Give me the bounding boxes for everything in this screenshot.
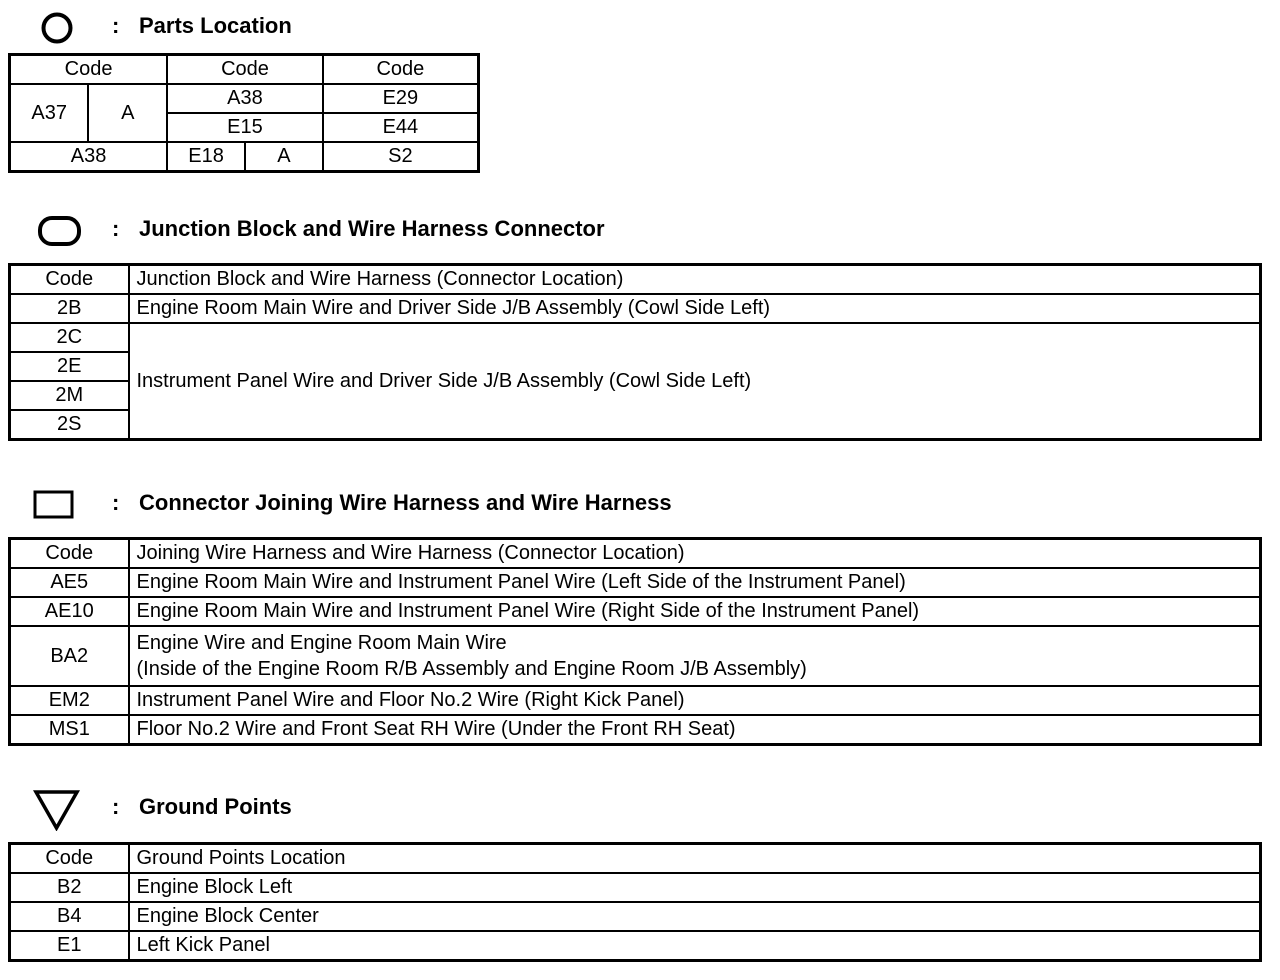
code-cell: EM2 [10,686,129,715]
code-cell: 2M [10,381,129,410]
table-row [10,931,1261,961]
header-cell: Junction Block and Wire Harness (Connector Location) [129,265,1261,295]
code-cell: E44 [323,113,479,142]
parts-location-table [8,53,480,173]
code-cell: E15 [167,113,323,142]
header-cell: Joining Wire Harness and Wire Harness (Connector Location) [129,539,1261,569]
circle-icon [40,11,74,45]
location-cell: Left Kick Panel [129,931,1261,961]
code-cell: 2S [10,410,129,440]
table-row [10,715,1261,745]
table-header-row [10,265,1261,295]
ground-points-table [8,842,1262,962]
code-cell: A [88,84,167,142]
header-cell: Code [323,55,479,85]
junction-block-heading [0,211,1280,251]
rounded-rectangle-icon [37,215,83,247]
code-cell: S2 [323,142,479,172]
code-cell: E1 [10,931,129,961]
code-cell: 2B [10,294,129,323]
code-cell: 2E [10,352,129,381]
header-cell: Ground Points Location [129,844,1261,874]
code-cell: B4 [10,902,129,931]
location-cell: Instrument Panel Wire and Floor No.2 Wire (Right Kick Panel) [129,686,1261,715]
parts-location-heading [0,8,1280,48]
code-cell: A [245,142,323,172]
header-cell: Code [10,844,129,874]
location-cell: Engine Room Main Wire and Driver Side J/B Assembly (Cowl Side Left) [129,294,1261,323]
table-row [10,626,1261,686]
table-row [10,902,1261,931]
table-header-row [10,539,1261,569]
triangle-down-icon [33,789,81,831]
code-cell: MS1 [10,715,129,745]
location-cell: Engine Room Main Wire and Instrument Panel Wire (Left Side of the Instrument Panel) [129,568,1261,597]
location-cell: Engine Block Left [129,873,1261,902]
section-title: Connector Joining Wire Harness and Wire Harness [139,490,672,515]
ground-points-heading [0,789,1280,829]
section-title: Ground Points [139,794,292,819]
table-row [10,294,1261,323]
heading-colon: : [112,13,120,38]
code-cell: A38 [167,84,323,113]
location-line: Engine Wire and Engine Room Main Wire [136,632,507,654]
table-header-row [10,844,1261,874]
table-header-row [10,55,479,85]
code-cell: 2C [10,323,129,352]
header-cell: Code [10,265,129,295]
section-title: Parts Location [139,13,292,38]
location-cell: Floor No.2 Wire and Front Seat RH Wire (Under the Front RH Seat) [129,715,1261,745]
table-row [10,686,1261,715]
header-cell: Code [10,55,168,85]
code-cell: E29 [323,84,479,113]
code-cell: AE10 [10,597,129,626]
connector-joining-heading [0,485,1280,525]
code-cell: E18 [167,142,245,172]
table-row [10,568,1261,597]
location-cell [129,626,1261,686]
location-cell: Instrument Panel Wire and Driver Side J/B Assembly (Cowl Side Left) [129,323,1261,440]
table-row [10,873,1261,902]
header-cell: Code [167,55,323,85]
header-cell: Code [10,539,129,569]
connector-joining-table [8,537,1262,746]
code-cell: BA2 [10,626,129,686]
location-line: (Inside of the Engine Room R/B Assembly and Engine Room J/B Assembly) [136,658,807,680]
table-row [10,84,479,113]
location-cell: Engine Room Main Wire and Instrument Panel Wire (Right Side of the Instrument Panel) [129,597,1261,626]
code-cell: A38 [10,142,168,172]
heading-colon: : [112,216,120,241]
junction-block-table [8,263,1262,441]
table-row [10,597,1261,626]
rectangle-icon [33,490,75,520]
code-cell: B2 [10,873,129,902]
table-row [10,323,1261,352]
code-cell: AE5 [10,568,129,597]
section-title: Junction Block and Wire Harness Connector [139,216,605,241]
location-cell: Engine Block Center [129,902,1261,931]
heading-colon: : [112,490,120,515]
code-cell: A37 [10,84,89,142]
table-row [10,142,479,172]
heading-colon: : [112,794,120,819]
